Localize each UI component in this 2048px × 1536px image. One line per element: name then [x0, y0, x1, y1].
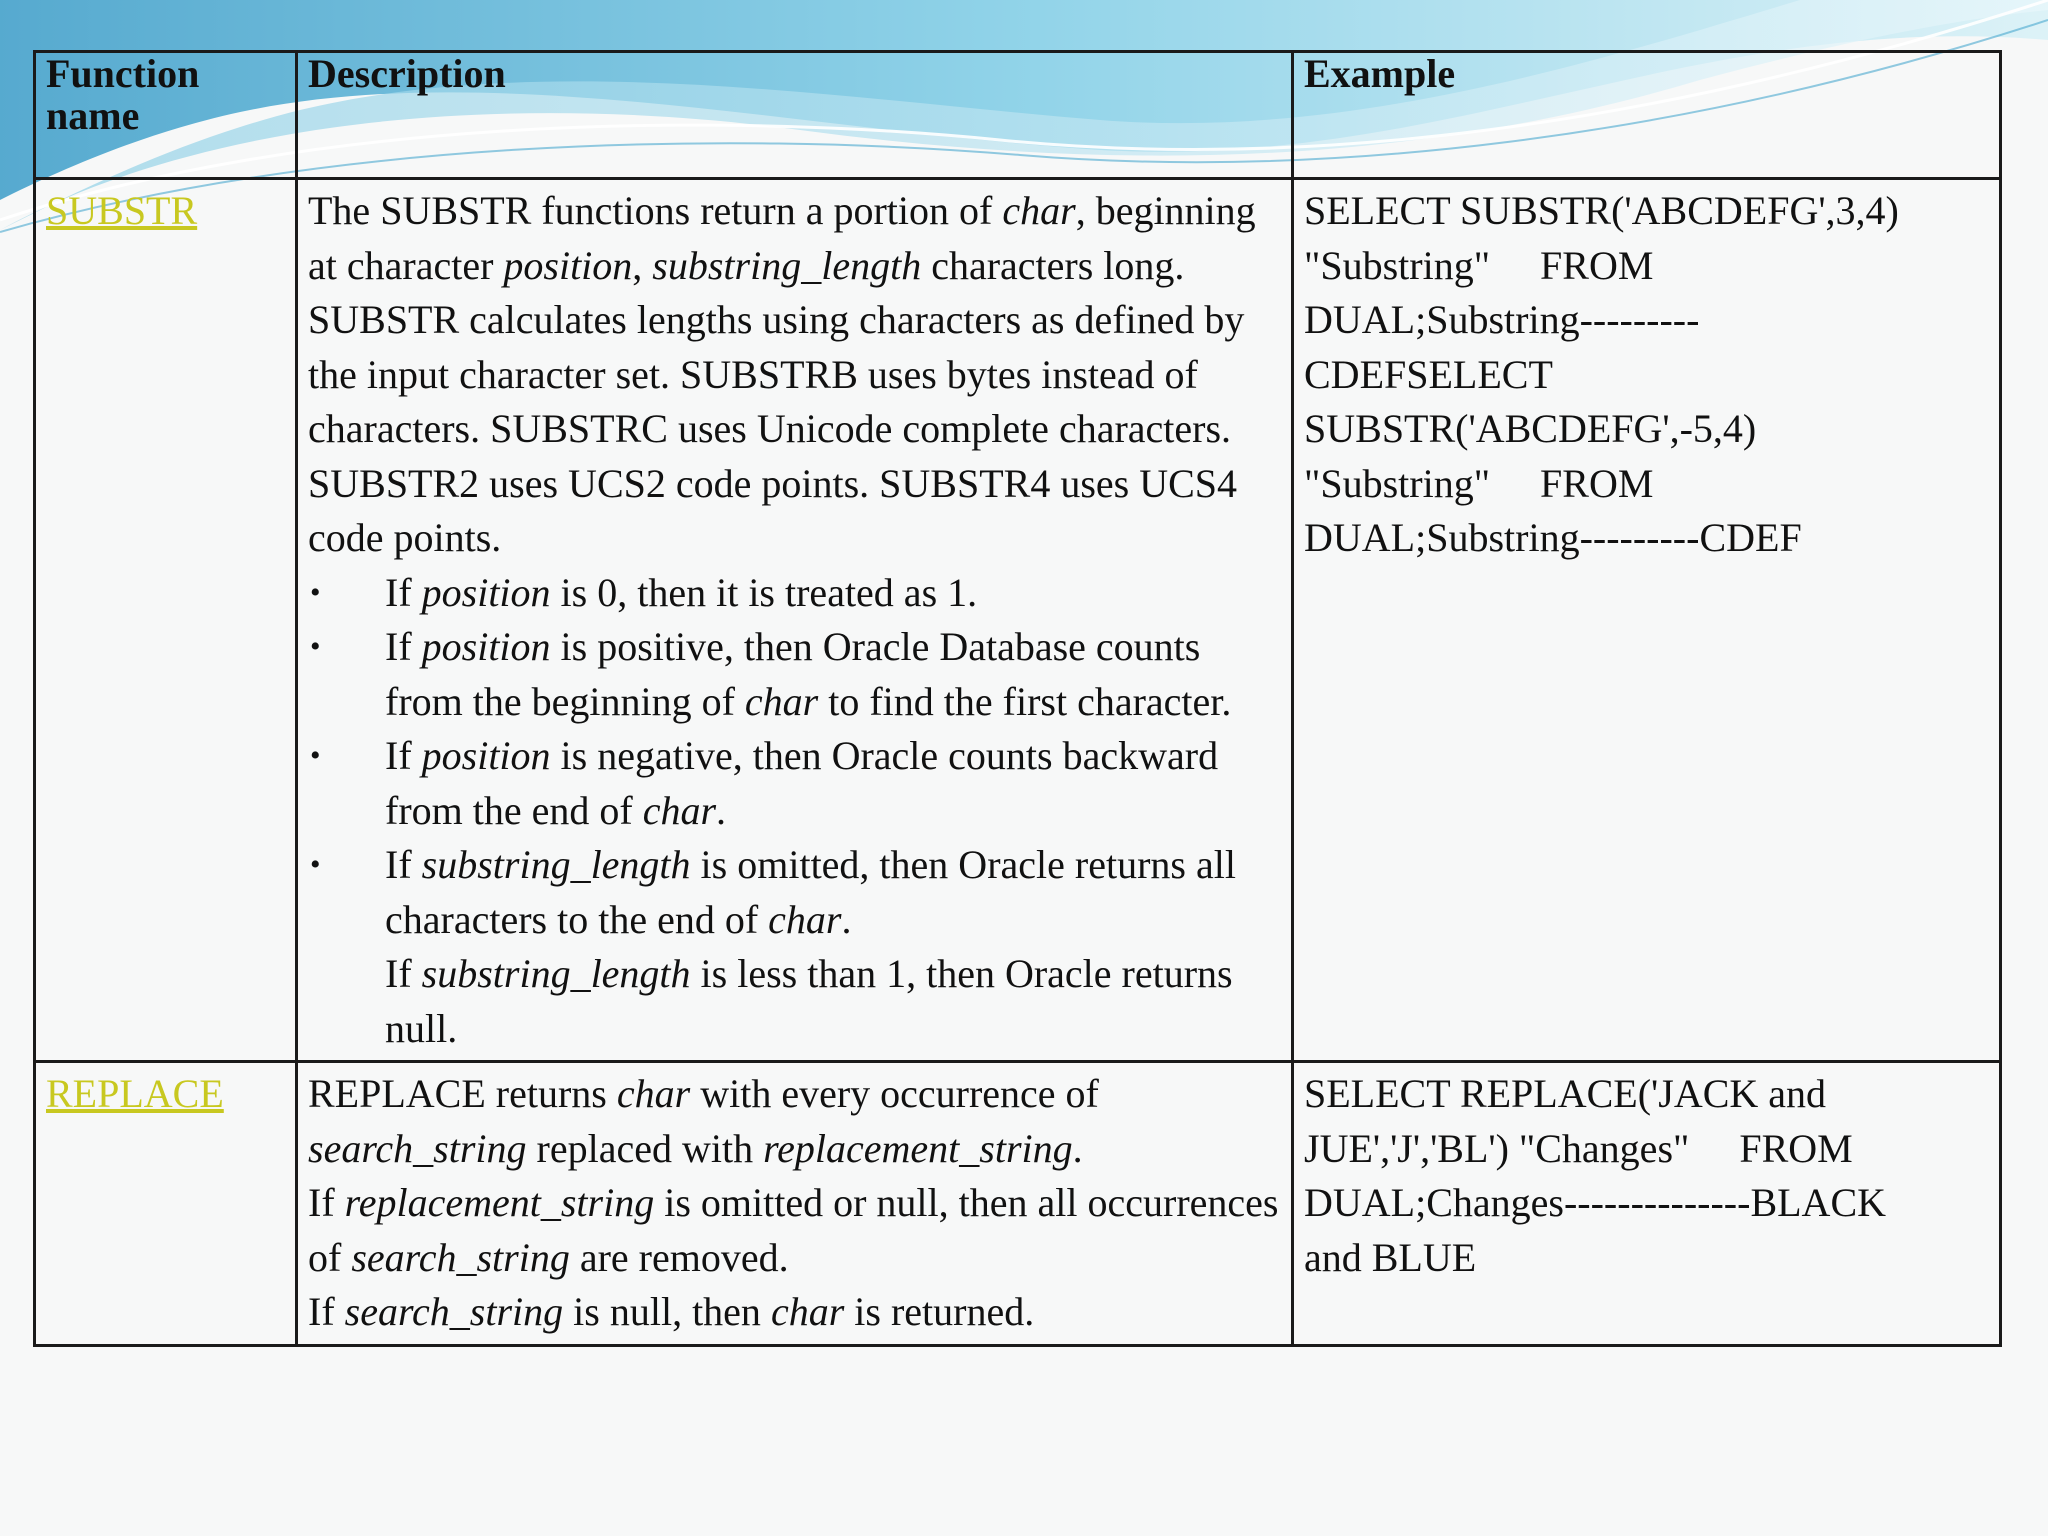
list-item: • If substring_length is omitted, then Oracle returns all characters to the end of char. — [308, 838, 1281, 947]
example-line: SELECT SUBSTR('ABCDEFG',3,4) — [1304, 188, 1899, 233]
replace-link[interactable]: REPLACE — [46, 1071, 224, 1116]
substr-link[interactable]: SUBSTR — [46, 188, 198, 233]
replace-desc-para-1: REPLACE returns char with every occurrence of search_string replaced with replacement_string. — [308, 1071, 1099, 1171]
example-line: CDEFSELECT — [1304, 351, 1553, 397]
substr-example — [1293, 179, 2001, 1062]
example-line: DUAL;Substring--------- — [1304, 297, 1700, 342]
example-line: DUAL;Substring---------CDEF — [1304, 515, 1802, 560]
replace-desc-para-3: If search_string is null, then char is returned. — [308, 1289, 1035, 1334]
table-header-row — [35, 52, 2001, 179]
example-line: and BLUE — [1304, 1234, 1477, 1280]
example-line: "Substring" FROM — [1304, 460, 1654, 506]
substr-rule-continuation: If substring_length is less than 1, then Oracle returns null. — [385, 951, 1233, 1051]
list-item: • If position is positive, then Oracle Database counts from the beginning of char to find the first character. — [308, 620, 1281, 729]
function-name-cell — [35, 1062, 297, 1346]
example-line: "Substring" FROM — [1304, 242, 1654, 288]
list-item: • If position is negative, then Oracle counts backward from the end of char. — [308, 729, 1281, 838]
table-row-replace — [35, 1062, 2001, 1346]
example-line: SELECT REPLACE('JACK and — [1304, 1071, 1827, 1116]
header-description: Description — [297, 52, 1293, 179]
header-example: Example — [1293, 52, 2001, 179]
substr-description — [297, 179, 1293, 1062]
list-item: • If position is 0, then it is treated as 1. — [308, 566, 1281, 621]
example-line: JUE','J','BL') "Changes" FROM — [1304, 1125, 1853, 1171]
substr-rules-list — [308, 566, 1281, 948]
table-row-substr — [35, 179, 2001, 1062]
function-name-cell — [35, 179, 297, 1062]
replace-example — [1293, 1062, 2001, 1346]
replace-description — [297, 1062, 1293, 1346]
example-line: SUBSTR('ABCDEFG',-5,4) — [1304, 406, 1757, 451]
replace-desc-para-2: If replacement_string is omitted or null, then all occurrences of search_string are removed. — [308, 1180, 1279, 1280]
header-function-name: Function name — [35, 52, 297, 179]
functions-table — [33, 50, 2002, 1347]
substr-intro: The SUBSTR functions return a portion of char, beginning at character position, substring_length characters long. SUBSTR calculates lengths using characters as defined by the input character set. SUBSTRB uses bytes instead of characters. SUBSTRC uses Unicode complete characters. SUBSTR2 uses UCS2 code points. SUBSTR4 uses UCS4 code points. — [308, 188, 1256, 560]
example-line: DUAL;Changes--------------BLACK — [1304, 1180, 1887, 1225]
